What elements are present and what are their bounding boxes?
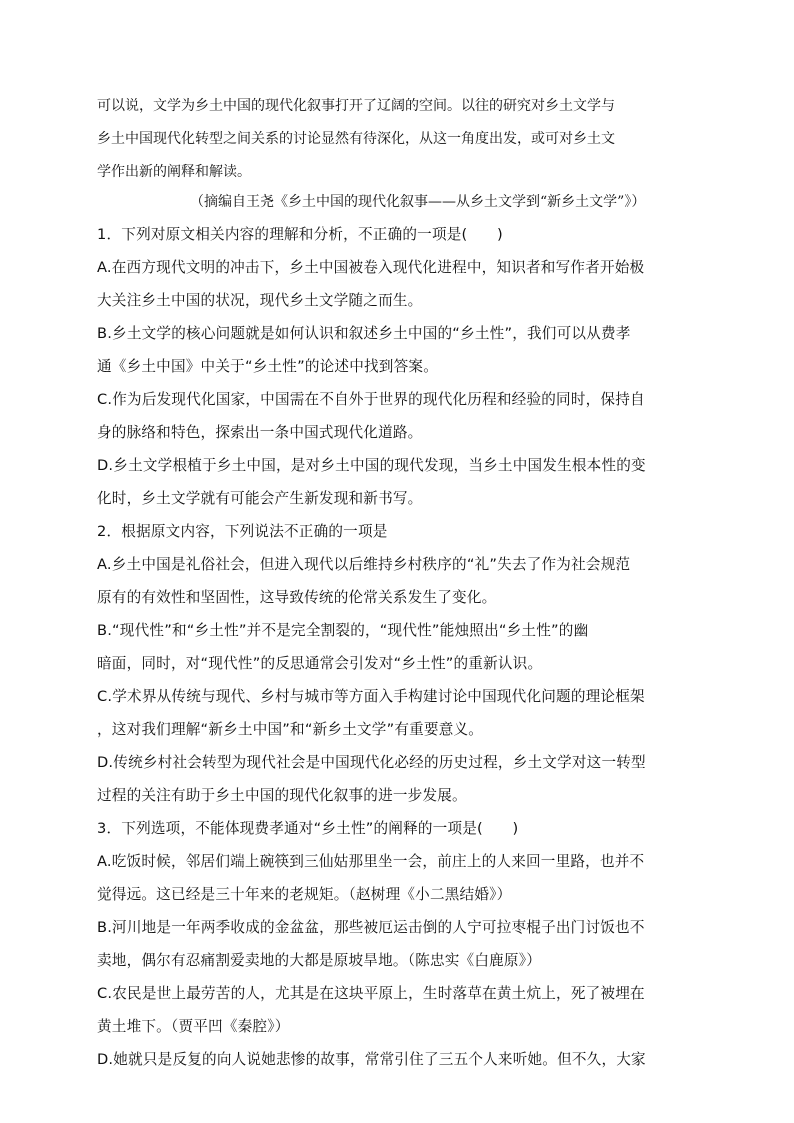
q3-option-d-line1: D.她就只是反复的向人说她悲惨的故事，常常引住了三五个人来听她。但不久，大家 xyxy=(97,1051,646,1068)
q2-option-d-line1: D.传统乡村社会转型为现代社会是中国现代化必经的历史过程，乡土文学对这一转型 xyxy=(97,754,646,771)
q2-option-c-line1: C.学术界从传统与现代、乡村与城市等方面入手构建讨论中国现代化问题的理论框架 xyxy=(97,688,645,705)
q1-option-b-line2: 通《乡土中国》中关于“乡土性”的论述中找到答案。 xyxy=(97,358,438,375)
q3-stem: 3．下列选项，不能体现费孝通对“乡土性”的阐释的一项是( ) xyxy=(97,820,519,837)
q1-option-d-line1: D.乡土文学根植于乡土中国，是对乡土中国的现代发现，当乡土中国发生根本性的变 xyxy=(97,457,646,474)
q2-option-d-line2: 过程的关注有助于乡土中国的现代化叙事的进一步发展。 xyxy=(97,787,467,804)
q3-option-c-line2: 黄土堆下。（贾平凹《秦腔》） xyxy=(97,1018,290,1035)
q2-option-b-line1: B.“现代性”和“乡土性”并不是完全割裂的，“现代性”能烛照出“乡土性”的幽 xyxy=(97,622,589,639)
q1-option-b-line1: B.乡土文学的核心问题就是如何认识和叙述乡土中国的“乡土性”，我们可以从费孝 xyxy=(97,325,631,342)
q3-option-b-line2: 卖地，偶尔有忍痛割爱卖地的大都是原坡旱地。（陈忠实《白鹿原》） xyxy=(97,952,542,969)
q3-option-a-line1: A.吃饭时候，邻居们端上碗筷到三仙姑那里坐一会，前庄上的人来回一里路，也并不 xyxy=(97,853,645,870)
q3-option-c-line1: C.农民是世上最劳苦的人，尤其是在这块平原上，生时落草在黄土炕上，死了被埋在 xyxy=(97,985,645,1002)
q1-option-a-line1: A.在西方现代文明的冲击下，乡土中国被卷入现代化进程中，知识者和写作者开始极 xyxy=(97,259,645,276)
q1-option-c-line2: 身的脉络和特色，探索出一条中国式现代化道路。 xyxy=(97,424,423,441)
q3-option-a-line2: 觉得远。这已经是三十年来的老规矩。（赵树理《小二黑结婚》） xyxy=(97,886,512,903)
passage-line-2: 乡土中国现代化转型之间关系的讨论显然有待深化，从这一角度出发，或可对乡土文 xyxy=(97,131,615,147)
q1-option-c-line1: C.作为后发现代化国家，中国需在不自外于世界的现代化历程和经验的同时，保持自 xyxy=(97,391,645,408)
passage-line-3: 学作出新的阐释和解读。 xyxy=(97,164,251,180)
q2-option-b-line2: 暗面，同时，对“现代性”的反思通常会引发对“乡土性”的重新认识。 xyxy=(97,655,543,672)
q2-option-c-line2: ，这对我们理解“新乡土中国”和“新乡土文学”有重要意义。 xyxy=(97,721,484,738)
q2-option-a-line2: 原有的有效性和坚固性，这导致传统的伦常关系发生了变化。 xyxy=(97,589,497,606)
q1-stem: 1．下列对原文相关内容的理解和分析，不正确的一项是( ) xyxy=(97,226,503,243)
q3-option-b-line1: B.河川地是一年两季收成的金盆盆，那些被厄运击倒的人宁可拉枣棍子出门讨饭也不 xyxy=(97,919,645,936)
q1-option-d-line2: 化时，乡土文学就有可能会产生新发现和新书写。 xyxy=(97,490,423,507)
q2-option-a-line1: A.乡土中国是礼俗社会，但进入现代以后维持乡村秩序的“礼”失去了作为社会规范 xyxy=(97,556,631,573)
q1-option-a-line2: 大关注乡土中国的状况，现代乡土文学随之而生。 xyxy=(97,292,423,309)
q2-stem: 2．根据原文内容，下列说法不正确的一项是 xyxy=(97,523,388,540)
passage-source: （摘编自王尧《乡土中国的现代化叙事——从乡土文学到“新乡土文学”》） xyxy=(190,194,646,210)
passage-line-1: 可以说，文学为乡土中国的现代化叙事打开了辽阔的空间。以往的研究对乡土文学与 xyxy=(97,98,615,114)
